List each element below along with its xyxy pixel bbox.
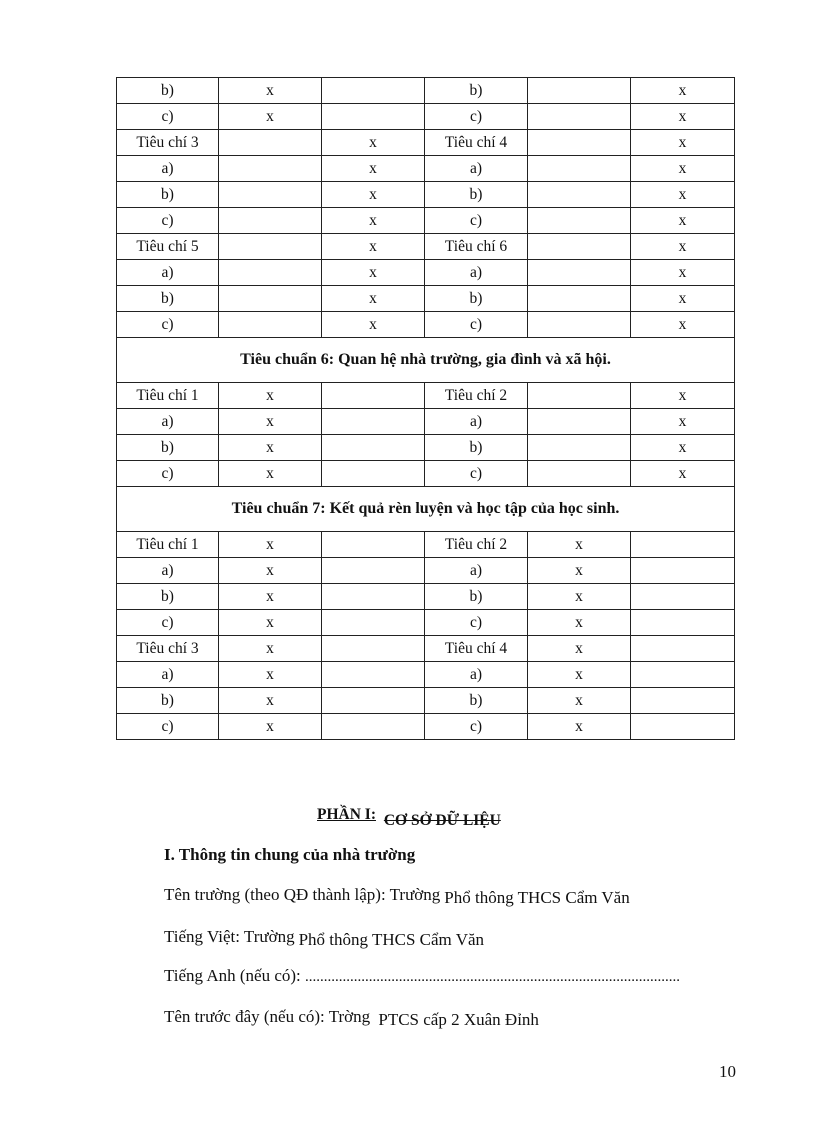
table-row bbox=[117, 208, 735, 234]
table-row bbox=[117, 312, 735, 338]
table-cell bbox=[528, 409, 631, 435]
table-cell: a) bbox=[117, 558, 219, 584]
table-cell bbox=[322, 383, 425, 409]
table-cell bbox=[219, 182, 322, 208]
table-cell: Tiêu chí 4 bbox=[425, 130, 528, 156]
table-cell: c) bbox=[117, 610, 219, 636]
table-cell: c) bbox=[425, 714, 528, 740]
table-row bbox=[117, 584, 735, 610]
table-cell: Tiêu chí 6 bbox=[425, 234, 528, 260]
table-cell bbox=[322, 532, 425, 558]
table-cell: x bbox=[631, 435, 735, 461]
table-cell bbox=[528, 182, 631, 208]
table-cell: a) bbox=[425, 558, 528, 584]
table-row bbox=[117, 409, 735, 435]
table-cell: a) bbox=[117, 662, 219, 688]
table-cell: b) bbox=[425, 78, 528, 104]
table-cell: x bbox=[631, 182, 735, 208]
table-cell bbox=[528, 383, 631, 409]
part-title bbox=[317, 806, 501, 829]
table-cell: b) bbox=[117, 584, 219, 610]
table-cell bbox=[631, 532, 735, 558]
table-cell: x bbox=[631, 234, 735, 260]
standard-heading-row bbox=[117, 338, 735, 383]
table-cell bbox=[322, 662, 425, 688]
table-cell bbox=[631, 714, 735, 740]
table-cell: Tiêu chí 5 bbox=[117, 234, 219, 260]
table-cell: c) bbox=[117, 461, 219, 487]
table-cell: x bbox=[631, 286, 735, 312]
table-cell: b) bbox=[425, 584, 528, 610]
standard-heading: Tiêu chuẩn 7: Kết quả rèn luyện và học tập của học sinh. bbox=[117, 487, 735, 532]
table-row bbox=[117, 435, 735, 461]
table-cell: x bbox=[528, 532, 631, 558]
table-cell: c) bbox=[117, 104, 219, 130]
table-cell: b) bbox=[117, 78, 219, 104]
part-heading: CƠ SỞ DỮ LIỆU bbox=[383, 812, 501, 829]
table-cell: b) bbox=[425, 286, 528, 312]
table-cell: Tiêu chí 3 bbox=[117, 130, 219, 156]
table-cell bbox=[219, 286, 322, 312]
table-cell: c) bbox=[425, 104, 528, 130]
table-cell bbox=[219, 130, 322, 156]
table-cell: x bbox=[219, 584, 322, 610]
table-cell: b) bbox=[117, 435, 219, 461]
table-cell: x bbox=[219, 662, 322, 688]
table-cell bbox=[322, 558, 425, 584]
table-cell: Tiêu chí 3 bbox=[117, 636, 219, 662]
standard-heading: Tiêu chuẩn 6: Quan hệ nhà trường, gia đình và xã hội. bbox=[117, 338, 735, 383]
table-cell: x bbox=[322, 312, 425, 338]
table-cell: a) bbox=[425, 409, 528, 435]
table-cell: x bbox=[322, 208, 425, 234]
table-cell: x bbox=[631, 312, 735, 338]
table-row bbox=[117, 260, 735, 286]
table-cell: x bbox=[219, 435, 322, 461]
table-row bbox=[117, 532, 735, 558]
table-cell bbox=[631, 610, 735, 636]
table-row bbox=[117, 461, 735, 487]
table-cell: x bbox=[528, 662, 631, 688]
table-row bbox=[117, 286, 735, 312]
table-cell: x bbox=[219, 636, 322, 662]
table-cell bbox=[322, 409, 425, 435]
table-row bbox=[117, 78, 735, 104]
table-cell: x bbox=[322, 260, 425, 286]
table-row bbox=[117, 234, 735, 260]
table-cell bbox=[631, 636, 735, 662]
table-cell bbox=[528, 156, 631, 182]
table-cell: c) bbox=[425, 208, 528, 234]
table-cell bbox=[322, 104, 425, 130]
table-cell: x bbox=[631, 130, 735, 156]
table-row bbox=[117, 662, 735, 688]
table-cell: x bbox=[528, 610, 631, 636]
table-cell: x bbox=[219, 714, 322, 740]
table-cell: x bbox=[219, 104, 322, 130]
table-cell: x bbox=[631, 208, 735, 234]
table-cell: b) bbox=[117, 182, 219, 208]
table-row bbox=[117, 558, 735, 584]
table-cell: x bbox=[528, 584, 631, 610]
table-cell: x bbox=[631, 78, 735, 104]
table-cell bbox=[322, 584, 425, 610]
table-row bbox=[117, 610, 735, 636]
table-cell bbox=[219, 208, 322, 234]
field-label: Tên trước đây (nếu có): Trờng bbox=[164, 1007, 371, 1026]
field-label: Tên trường (theo QĐ thành lập): Trường bbox=[164, 885, 441, 904]
table-cell bbox=[528, 208, 631, 234]
table-cell bbox=[528, 286, 631, 312]
table-cell: Tiêu chí 4 bbox=[425, 636, 528, 662]
field-label: Tiếng Anh (nếu có): bbox=[164, 966, 306, 985]
table-cell: Tiêu chí 2 bbox=[425, 532, 528, 558]
table-cell: a) bbox=[117, 156, 219, 182]
table-cell: x bbox=[528, 558, 631, 584]
table-cell bbox=[528, 312, 631, 338]
table-cell: x bbox=[219, 532, 322, 558]
table-cell bbox=[631, 558, 735, 584]
table-cell bbox=[219, 260, 322, 286]
table-cell: c) bbox=[425, 312, 528, 338]
evaluation-table bbox=[116, 77, 735, 740]
table-row bbox=[117, 714, 735, 740]
table-cell: x bbox=[322, 156, 425, 182]
table-cell bbox=[322, 610, 425, 636]
table-cell: b) bbox=[425, 688, 528, 714]
table-row bbox=[117, 104, 735, 130]
field-vietnamese-name bbox=[164, 927, 484, 947]
standard-heading-row bbox=[117, 487, 735, 532]
field-english-name bbox=[164, 966, 680, 986]
table-cell: a) bbox=[425, 260, 528, 286]
field-school-name bbox=[164, 885, 630, 905]
table-row bbox=[117, 156, 735, 182]
table-cell: b) bbox=[425, 182, 528, 208]
table-cell: Tiêu chí 1 bbox=[117, 532, 219, 558]
table-cell bbox=[528, 234, 631, 260]
table-cell: x bbox=[631, 104, 735, 130]
field-value: Phổ thông THCS Cẩm Văn bbox=[298, 930, 485, 949]
table-cell: x bbox=[322, 130, 425, 156]
table-cell bbox=[528, 78, 631, 104]
part-label: PHẦN I: bbox=[317, 806, 376, 823]
table-cell bbox=[322, 461, 425, 487]
table-cell: b) bbox=[117, 286, 219, 312]
table-cell bbox=[219, 156, 322, 182]
table-cell: b) bbox=[117, 688, 219, 714]
field-value: PTCS cấp 2 Xuân Đỉnh bbox=[374, 1010, 539, 1029]
table-cell: x bbox=[528, 714, 631, 740]
field-value: .................................................................................................... bbox=[305, 969, 681, 985]
table-cell: b) bbox=[425, 435, 528, 461]
table-cell: a) bbox=[117, 260, 219, 286]
table-cell bbox=[631, 688, 735, 714]
table-cell: c) bbox=[117, 714, 219, 740]
table-row bbox=[117, 182, 735, 208]
table-cell bbox=[631, 584, 735, 610]
table-cell: Tiêu chí 2 bbox=[425, 383, 528, 409]
table-cell: x bbox=[631, 156, 735, 182]
field-value: Phổ thông THCS Cẩm Văn bbox=[444, 888, 630, 907]
page-number: 10 bbox=[719, 1062, 736, 1081]
table-cell: x bbox=[219, 558, 322, 584]
table-cell bbox=[631, 662, 735, 688]
table-cell: x bbox=[631, 260, 735, 286]
table-cell: a) bbox=[117, 409, 219, 435]
table-cell: c) bbox=[425, 610, 528, 636]
table-cell: c) bbox=[117, 208, 219, 234]
table-cell: x bbox=[322, 234, 425, 260]
table-cell: a) bbox=[425, 156, 528, 182]
table-cell: x bbox=[219, 688, 322, 714]
table-cell bbox=[322, 636, 425, 662]
table-cell: x bbox=[631, 383, 735, 409]
table-cell bbox=[322, 688, 425, 714]
table-cell: c) bbox=[425, 461, 528, 487]
table-row bbox=[117, 636, 735, 662]
table-cell: x bbox=[219, 383, 322, 409]
table-row bbox=[117, 688, 735, 714]
field-label: Tiếng Việt: Trường bbox=[164, 927, 295, 946]
table-cell: a) bbox=[425, 662, 528, 688]
table-cell: x bbox=[528, 688, 631, 714]
table-cell: x bbox=[219, 409, 322, 435]
table-cell bbox=[219, 312, 322, 338]
section-title: I. Thông tin chung của nhà trường bbox=[164, 845, 416, 864]
table-cell: x bbox=[219, 610, 322, 636]
table-cell: x bbox=[322, 286, 425, 312]
table-cell bbox=[322, 78, 425, 104]
table-cell bbox=[528, 260, 631, 286]
table-cell bbox=[322, 435, 425, 461]
table-cell: x bbox=[219, 461, 322, 487]
table-cell: c) bbox=[117, 312, 219, 338]
table-cell bbox=[219, 234, 322, 260]
table-cell bbox=[528, 435, 631, 461]
table-cell: Tiêu chí 1 bbox=[117, 383, 219, 409]
table-row bbox=[117, 130, 735, 156]
table-cell: x bbox=[528, 636, 631, 662]
field-former-name bbox=[164, 1007, 539, 1027]
table-cell bbox=[528, 130, 631, 156]
table-cell bbox=[528, 461, 631, 487]
table-cell: x bbox=[322, 182, 425, 208]
table-row bbox=[117, 383, 735, 409]
table-cell bbox=[322, 714, 425, 740]
table-cell bbox=[528, 104, 631, 130]
table-cell: x bbox=[631, 461, 735, 487]
table-cell: x bbox=[219, 78, 322, 104]
table-cell: x bbox=[631, 409, 735, 435]
